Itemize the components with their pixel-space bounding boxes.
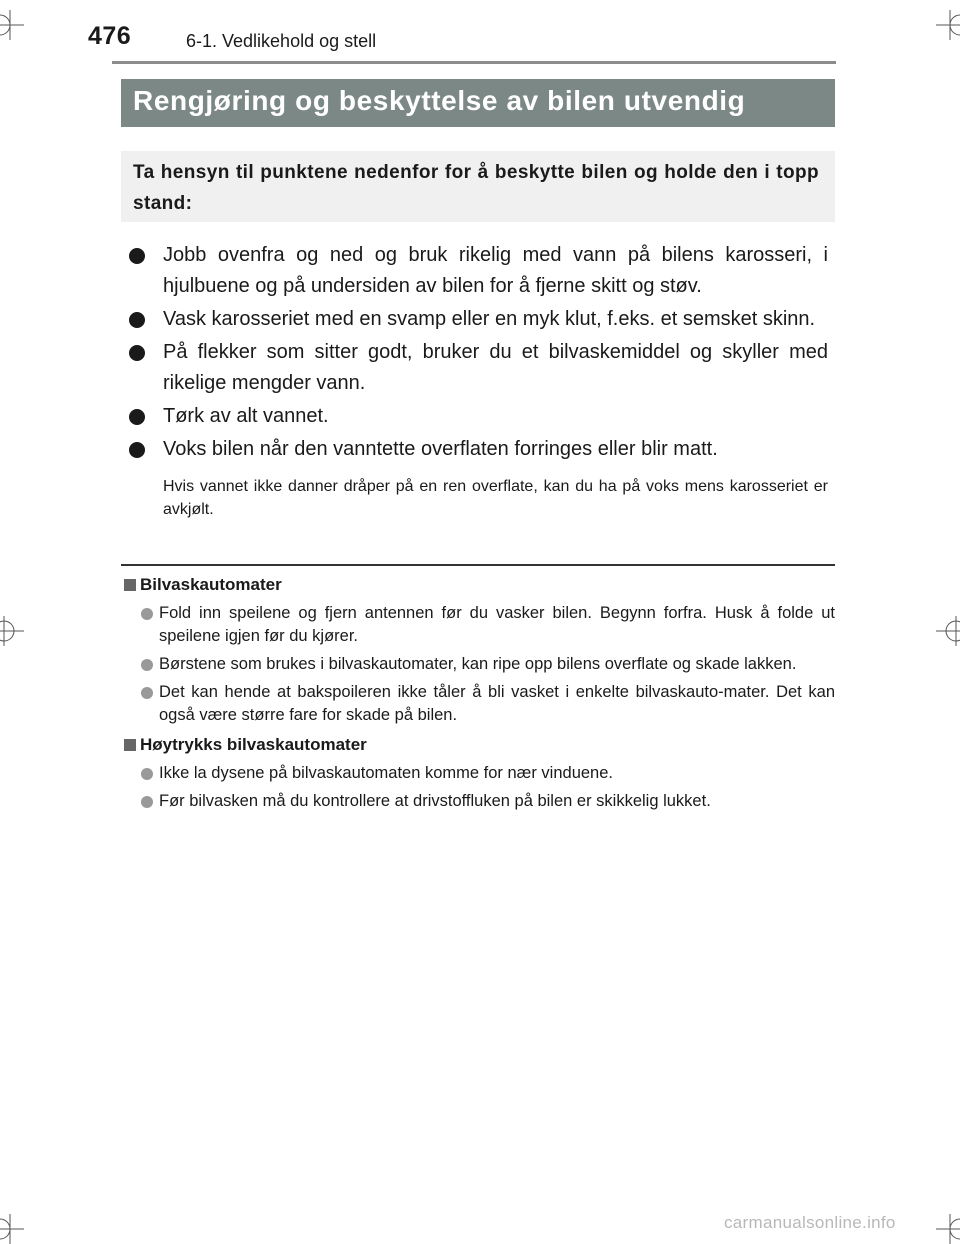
section-heading-text: Bilvaskautomater bbox=[140, 575, 282, 594]
bullet-item bbox=[122, 304, 834, 335]
square-icon bbox=[124, 739, 136, 751]
sub-bullet-icon bbox=[141, 608, 153, 620]
bullet-icon bbox=[129, 345, 145, 361]
section-divider bbox=[121, 564, 835, 566]
header-divider bbox=[112, 61, 836, 64]
section-item-text: Før bilvasken må du kontrollere at drivstoffluken på bilen er skikkelig lukket. bbox=[159, 792, 711, 810]
section-item bbox=[122, 790, 835, 813]
sub-bullet-icon bbox=[141, 796, 153, 808]
section-item-text: Ikke la dysene på bilvaskautomaten komme for nær vinduene. bbox=[159, 764, 613, 782]
section-item-text: Børstene som brukes i bilvaskautomater, kan ripe opp bilens overflate og skade lakken. bbox=[159, 655, 797, 673]
bullet-icon bbox=[129, 409, 145, 425]
watermark: carmanualsonline.info bbox=[724, 1213, 896, 1232]
section-item bbox=[122, 602, 835, 648]
bullet-text: På flekker som sitter godt, bruker du et bilvaskemiddel og skyller med rikelige mengder vann. bbox=[163, 341, 828, 394]
bullet-text: Jobb ovenfra og ned og bruk rikelig med vann på bilens karosseri, i hjulbuene og på undersiden av bilen for å fjerne skitt og støv. bbox=[163, 244, 828, 297]
page-number: 476 bbox=[88, 22, 132, 50]
section-item-text: Det kan hende at bakspoileren ikke tåler å bli vasket i enkelte bilvaskauto-mater. Det kan også være større fare for skade på bilen. bbox=[159, 683, 835, 724]
chapter-title: 6-1. Vedlikehold og stell bbox=[186, 31, 377, 51]
section-title: Rengjøring og beskyttelse av bilen utvendig bbox=[121, 79, 835, 127]
section-item bbox=[122, 653, 835, 676]
section-heading bbox=[122, 573, 835, 597]
bullet-list bbox=[122, 240, 834, 521]
page-header bbox=[0, 0, 960, 70]
crop-mark-bottom-left bbox=[0, 1214, 24, 1244]
crop-mark-bottom-right bbox=[936, 1214, 960, 1244]
bullet-text: Voks bilen når den vanntette overflaten forringes eller blir matt. bbox=[163, 438, 718, 460]
section-heading bbox=[122, 733, 835, 757]
bullet-item bbox=[122, 434, 834, 465]
bullet-item bbox=[122, 401, 834, 432]
sub-bullet-icon bbox=[141, 687, 153, 699]
sub-bullet-icon bbox=[141, 768, 153, 780]
section-high-pressure-wash bbox=[122, 733, 835, 813]
bullet-text: Tørk av alt vannet. bbox=[163, 405, 329, 427]
bullet-item bbox=[122, 337, 834, 399]
info-sections bbox=[122, 573, 835, 813]
bullet-icon bbox=[129, 248, 145, 264]
bullet-text: Vask karosseriet med en svamp eller en myk klut, f.eks. et semsket skinn. bbox=[163, 308, 816, 330]
crop-mark-mid-left bbox=[0, 616, 24, 646]
bullet-icon bbox=[129, 442, 145, 458]
crop-mark-mid-right bbox=[936, 616, 960, 646]
square-icon bbox=[124, 579, 136, 591]
section-car-wash bbox=[122, 573, 835, 727]
bullet-item bbox=[122, 240, 834, 302]
section-item-text: Fold inn speilene og fjern antennen før du vasker bilen. Begynn forfra. Husk å folde ut speilene igjen før du kjører. bbox=[159, 604, 835, 645]
section-heading-text: Høytrykks bilvaskautomater bbox=[140, 735, 367, 754]
intro-box: Ta hensyn til punktene nedenfor for å beskytte bilen og holde den i topp stand: bbox=[121, 151, 835, 222]
wax-note: Hvis vannet ikke danner dråper på en ren overflate, kan du ha på voks mens karosseriet er avkjølt. bbox=[163, 478, 828, 518]
section-item bbox=[122, 681, 835, 727]
section-item bbox=[122, 762, 835, 785]
sub-bullet-icon bbox=[141, 659, 153, 671]
bullet-icon bbox=[129, 312, 145, 328]
